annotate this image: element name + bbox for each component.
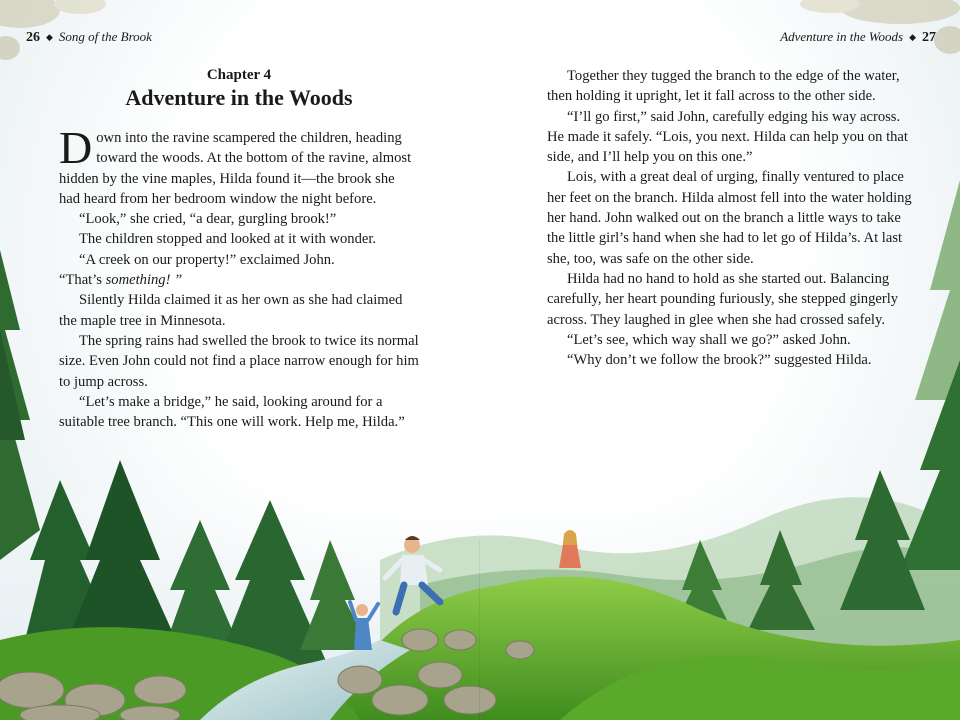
right-running-head-title: Adventure in the Woods [780,29,904,44]
paragraph: “Why don’t we follow the brook?” suggested Hilda. [567,352,872,369]
paragraph: “Let’s make a bridge,” he said, looking around for a suitable tree branch. “This one will work. Help me, Hilda.” [59,393,405,431]
left-running-header [26,29,152,46]
right-page-text [547,66,917,370]
page-gutter [479,540,480,720]
paragraph-text: “That’s [59,272,106,289]
paragraph [59,122,419,209]
paragraph: “Look,” she cried, “a dear, gurgling brook!” [79,211,337,228]
paragraph: “I’ll go first,” said John, carefully edging his way across. He made it safely. “Lois, you next. Hilda can help you on that side, and I’ll help you on this one.” [547,108,908,166]
left-page-number: 26 [26,30,40,45]
right-page-number: 27 [922,30,936,45]
paragraph: Hilda had no hand to hold as she started out. Balancing carefully, her heart pounding furiously, she stepped gingerly across. They laughed in glee when she had crossed safely. [547,270,899,328]
drop-cap: D [59,122,93,173]
paragraph-text: own into the ravine scampered the children, heading toward the woods. At the bottom of the ravine, almost hidden by the vine maples, Hilda found it—the brook she had heard from her bedroom window the night before. [59,130,412,207]
left-page-text [59,66,419,432]
right-running-header [780,29,936,46]
separator-diamond-icon: ◆ [46,32,53,42]
paragraph: “A creek on our property!” exclaimed John. [79,251,335,268]
chapter-title: Adventure in the Woods [125,85,353,110]
paragraph: Lois, with a great deal of urging, finally ventured to place her feet on the branch. Hilda almost fell into the water holding her hand. John walked out on the branch a little ways to take the little girl’s hand when she had to let go of Hilda’s. At last she, too, was safe on the other side. [547,169,912,267]
paragraph: The children stopped and looked at it with wonder. [79,231,377,248]
separator-diamond-icon: ◆ [909,32,916,42]
left-running-head-title: Song of the Brook [58,29,152,44]
emphasis-text: something! ” [105,272,183,289]
paragraph [59,270,419,290]
paragraph: “Let’s see, which way shall we go?” asked John. [567,331,851,348]
paragraph: Silently Hilda claimed it as her own as she had claimed the maple tree in Minnesota. [59,292,403,329]
paragraph: The spring rains had swelled the brook to twice its normal size. Even John could not find a place narrow enough for him to jump across. [59,332,419,390]
chapter-label: Chapter 4 [206,67,272,83]
paragraph: Together they tugged the branch to the edge of the water, then holding it upright, let it fall across to the other side. [547,68,900,105]
